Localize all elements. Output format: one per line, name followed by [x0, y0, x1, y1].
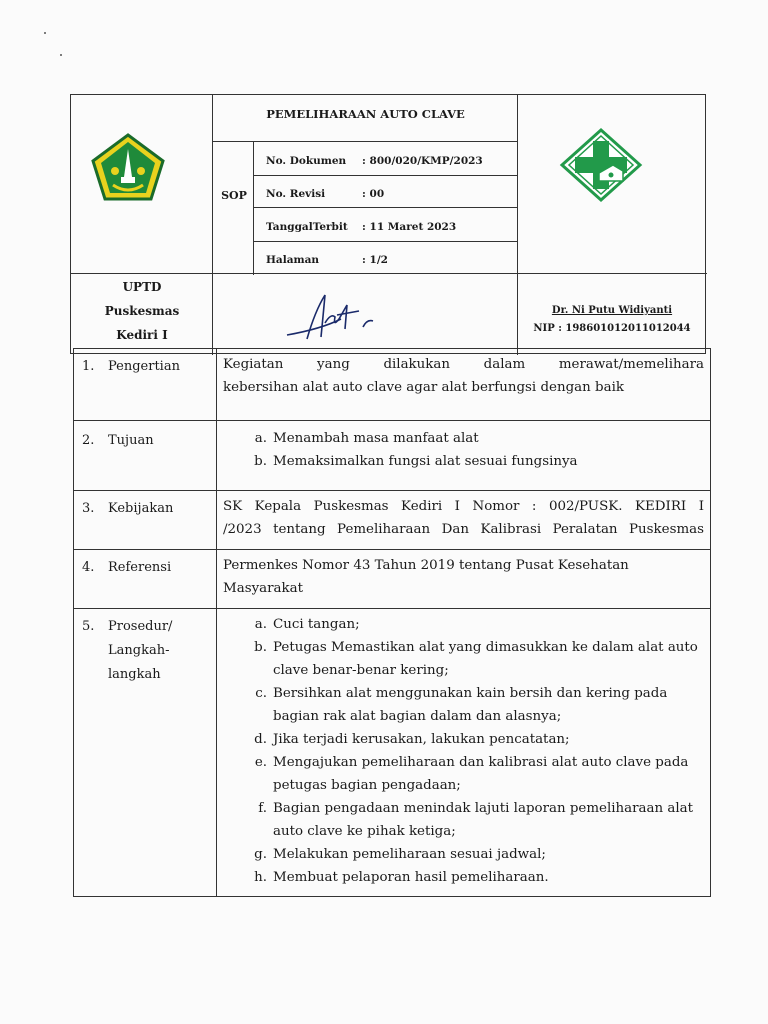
- section-tujuan: [74, 420, 710, 490]
- section-content: Permenkes Nomor 43 Tahun 2019 tentang Pusat Kesehatan Masyarakat: [223, 558, 629, 596]
- section-label: 4. Referensi: [74, 550, 217, 608]
- list-item: a. Cuci tangan;: [254, 617, 360, 632]
- list-item: b. Petugas Memastikan alat yang dimasukkan ke dalam alat auto clave benar-benar kering;: [254, 640, 698, 678]
- sop-header-table: [70, 94, 706, 354]
- section-pengertian: [74, 348, 710, 420]
- regency-crest-logo: [91, 133, 165, 201]
- puskesmas-green-cross-logo: [559, 127, 643, 203]
- section-content: Kegiatan yang dilakukan dalam merawat/memelihara kebersihan alat auto clave agar alat berfungsi dengan baik: [223, 357, 704, 395]
- signatory-nip: NIP : 198601012011012044: [533, 323, 691, 334]
- list-item: b. Memaksimalkan fungsi alat sesuai fungsinya: [254, 454, 578, 469]
- list-item: a. Menambah masa manfaat alat: [254, 431, 479, 446]
- section-label: 3. Kebijakan: [74, 491, 217, 549]
- list-item: f. Bagian pengadaan menindak lajuti laporan pemeliharaan alat auto clave ke pihak ketiga;: [258, 801, 694, 839]
- section-prosedur: [74, 608, 710, 896]
- list-item: c. Bersihkan alat menggunakan kain bersih dan kering pada bagian rak alat bagian dalam dan alasnya;: [255, 686, 668, 724]
- section-content: SK Kepala Puskesmas Kediri I Nomor : 002/PUSK. KEDIRI I /2023 tentang Pemeliharaan Dan Kalibrasi Peralatan Puskesmas: [223, 499, 704, 537]
- section-content: [217, 421, 710, 490]
- page-number: Halaman : 1/2: [266, 254, 388, 266]
- issue-date: TanggalTerbit : 11 Maret 2023: [266, 221, 457, 233]
- section-kebijakan: [74, 490, 710, 549]
- scan-speck: [60, 54, 62, 56]
- list-item: g. Melakukan pemeliharaan sesuai jadwal;: [254, 847, 546, 862]
- section-referensi: [74, 549, 710, 608]
- signature-mark: [281, 289, 391, 345]
- document-number: No. Dokumen : 800/020/KMP/2023: [266, 155, 483, 167]
- list-item: h. Membuat pelaporan hasil pemeliharaan.: [254, 870, 549, 885]
- revision-number: No. Revisi : 00: [266, 188, 385, 200]
- sop-body-table: [73, 348, 711, 897]
- section-label: 5. Prosedur/ Langkah- langkah: [74, 609, 217, 896]
- sop-label: SOP: [221, 189, 247, 202]
- document-title: PEMELIHARAAN AUTO CLAVE: [266, 107, 465, 121]
- list-item: d. Jika terjadi kerusakan, lakukan pencatatan;: [254, 732, 570, 747]
- section-label: 1. Pengertian: [74, 349, 217, 420]
- list-item: e. Mengajukan pemeliharaan dan kalibrasi alat auto clave pada petugas bagian pengadaan;: [254, 755, 689, 793]
- section-label: 2. Tujuan: [74, 421, 217, 490]
- scan-speck: [44, 32, 46, 34]
- signatory-name: Dr. Ni Putu Widiyanti: [551, 305, 673, 316]
- section-content: [217, 609, 710, 896]
- organization-name: UPTD Puskesmas Kediri I: [104, 280, 180, 342]
